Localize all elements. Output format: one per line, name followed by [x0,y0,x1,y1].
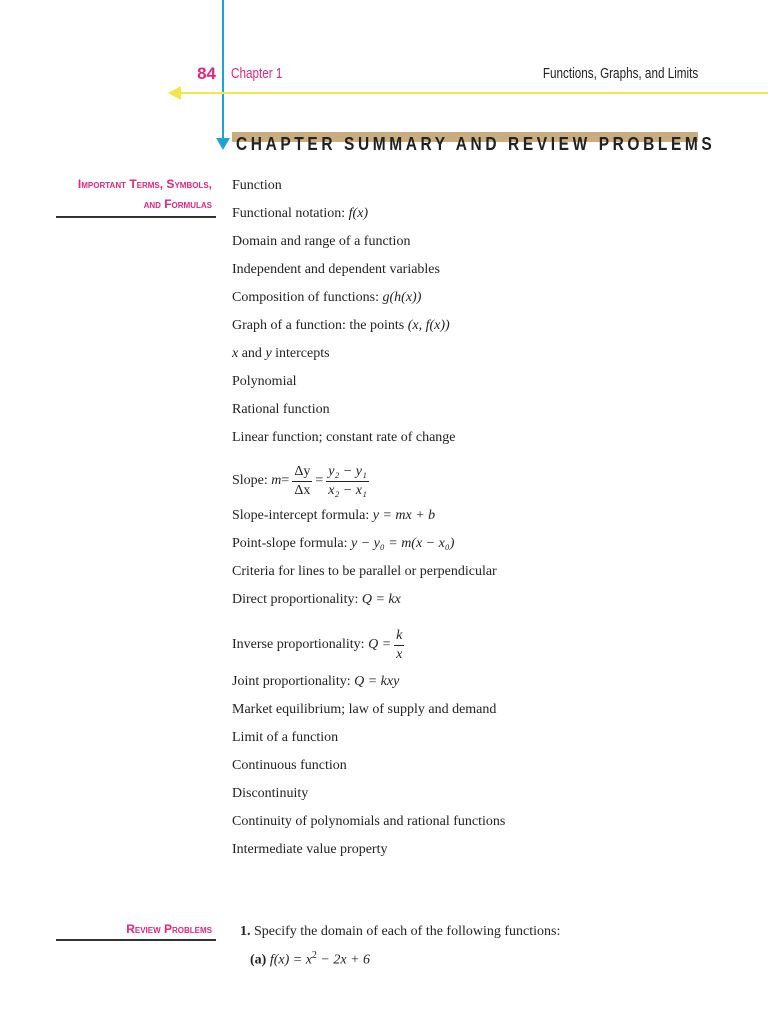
term-rational-function: Rational function [232,402,330,417]
terms-list [232,176,752,868]
term-intercepts: x and y intercepts [232,346,330,361]
left-arrow-icon [168,86,181,100]
term-slope: Slope: m = $\frac{\Delta y}{\Delta x}$ = $\frac{\text{y₂ − y₁}}{\text{x₂ − x₁}}$ [232,463,367,498]
terms-heading-line1: Important Terms, Symbols, [77,177,212,191]
term-continuous-function: Continuous function [232,758,347,773]
term-linear-function: Linear function; constant rate of change [232,430,456,445]
term-slope-intercept: Slope-intercept formula: y = mx + b [232,508,436,523]
term-point-slope: Point-slope formula: y − y₀ = m(x − x₀) [232,536,455,551]
term-parallel-perpendicular: Criteria for lines to be parallel or perpendicular [232,564,497,579]
term-functional-notation: Functional notation: f(x) [232,206,369,221]
term-graph: Graph of a function: the points (x, f(x)) [232,318,450,333]
term-market-equilibrium: Market equilibrium; law of supply and demand [232,702,497,717]
section-banner-title: CHAPTER SUMMARY AND REVIEW PROBLEMS [236,134,716,154]
chapter-label: Chapter 1 [231,65,283,82]
term-intermediate-value: Intermediate value property [232,842,388,857]
review-problems-heading: Review Problems [126,922,212,936]
term-continuity-polynomials: Continuity of polynomials and rational functions [232,814,506,829]
review-problem-1 [240,920,560,973]
term-limit: Limit of a function [232,730,339,745]
page-number: 84 [197,64,216,83]
term-inverse-proportionality: Inverse proportionality: Q = $\frac{k}{x}$ [232,627,403,662]
term-discontinuity: Discontinuity [232,786,309,801]
vertical-guide-line [222,0,224,142]
term-polynomial: Polynomial [232,374,297,389]
terms-heading-line2: and Formulas [143,197,212,211]
term-joint-proportionality: Joint proportionality: Q = kxy [232,674,400,689]
running-title: Functions, Graphs, and Limits [542,65,698,82]
problem-1-statement: 1. Specify the domain of each of the following functions: [240,924,561,939]
inverse-fraction: $\frac{k}{x}$ [396,627,403,662]
term-composition: Composition of functions: g(h(x)) [232,290,422,305]
down-arrow-icon [216,138,230,150]
term-function: Function [232,178,282,193]
terms-heading-rule [56,216,216,218]
slope-fraction-delta: $\frac{\Delta y}{\Delta x}$ [294,463,311,498]
review-heading-rule [56,939,216,941]
slope-fraction-points: $\frac{\text{y₂ − y₁}}{\text{x₂ − x₁}}$ [328,463,367,498]
horizontal-guide-line [180,92,768,94]
term-direct-proportionality: Direct proportionality: Q = kx [232,592,401,607]
terms-heading [78,174,212,214]
problem-1a: (a) $f(x) = x^2 - 2x + 6$ [250,950,371,968]
term-variables: Independent and dependent variables [232,262,440,277]
term-domain-range: Domain and range of a function [232,234,411,249]
